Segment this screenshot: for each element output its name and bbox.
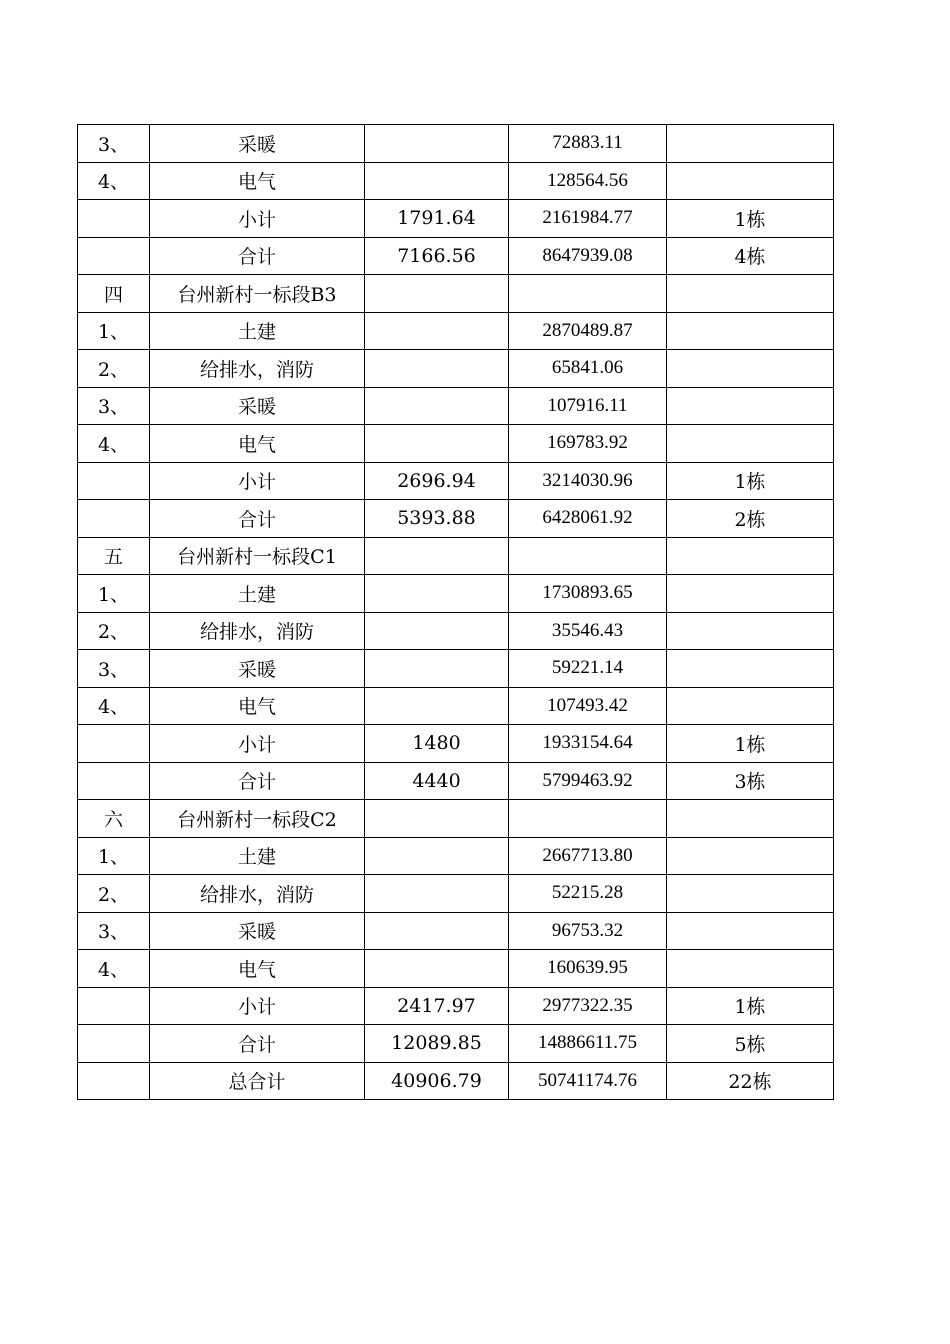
- item-name-cell: 总合计: [150, 1062, 365, 1100]
- amount-cell: 169783.92: [509, 425, 667, 463]
- building-count-cell: [667, 350, 834, 388]
- item-name-cell: 台州新村一标段C1: [150, 537, 365, 575]
- area-cell: 1791.64: [365, 200, 509, 238]
- area-cell: 2696.94: [365, 462, 509, 500]
- area-cell: [365, 537, 509, 575]
- amount-cell: [509, 275, 667, 313]
- area-cell: [365, 350, 509, 388]
- table-row: [78, 275, 834, 313]
- table-row: [78, 462, 834, 500]
- building-count-cell: 1栋: [667, 987, 834, 1025]
- area-cell: 4440: [365, 762, 509, 800]
- amount-cell: 2870489.87: [509, 312, 667, 350]
- amount-cell: 107493.42: [509, 687, 667, 725]
- row-index-cell: 2、: [78, 875, 150, 913]
- amount-cell: 1933154.64: [509, 725, 667, 763]
- table-row: [78, 350, 834, 388]
- item-name-cell: 合计: [150, 1025, 365, 1063]
- item-name-cell: 土建: [150, 312, 365, 350]
- row-index-cell: [78, 237, 150, 275]
- row-index-cell: 四: [78, 275, 150, 313]
- item-name-cell: 小计: [150, 462, 365, 500]
- item-name-cell: 小计: [150, 987, 365, 1025]
- table-row: [78, 537, 834, 575]
- area-cell: 5393.88: [365, 500, 509, 538]
- amount-cell: 6428061.92: [509, 500, 667, 538]
- table-body: [78, 125, 834, 1100]
- table-row: [78, 987, 834, 1025]
- row-index-cell: 1、: [78, 312, 150, 350]
- row-index-cell: [78, 725, 150, 763]
- table-row: [78, 837, 834, 875]
- row-index-cell: [78, 762, 150, 800]
- table-row: [78, 612, 834, 650]
- area-cell: [365, 162, 509, 200]
- amount-cell: 8647939.08: [509, 237, 667, 275]
- table-row: [78, 125, 834, 163]
- row-index-cell: [78, 200, 150, 238]
- item-name-cell: 给排水，消防: [150, 350, 365, 388]
- row-index-cell: [78, 1062, 150, 1100]
- building-count-cell: [667, 837, 834, 875]
- building-count-cell: [667, 125, 834, 163]
- amount-cell: 128564.56: [509, 162, 667, 200]
- building-count-cell: 3栋: [667, 762, 834, 800]
- table-row: [78, 875, 834, 913]
- building-count-cell: 2栋: [667, 500, 834, 538]
- building-count-cell: [667, 612, 834, 650]
- item-name-cell: 采暖: [150, 912, 365, 950]
- amount-cell: 1730893.65: [509, 575, 667, 613]
- table-row: [78, 687, 834, 725]
- table-row: [78, 762, 834, 800]
- area-cell: 12089.85: [365, 1025, 509, 1063]
- table-row: [78, 575, 834, 613]
- building-count-cell: [667, 650, 834, 688]
- amount-cell: 72883.11: [509, 125, 667, 163]
- building-count-cell: [667, 312, 834, 350]
- amount-cell: 2667713.80: [509, 837, 667, 875]
- table-row: [78, 1025, 834, 1063]
- item-name-cell: 电气: [150, 425, 365, 463]
- building-count-cell: 22栋: [667, 1062, 834, 1100]
- amount-cell: 107916.11: [509, 387, 667, 425]
- item-name-cell: 给排水，消防: [150, 875, 365, 913]
- item-name-cell: 合计: [150, 237, 365, 275]
- table-row: [78, 650, 834, 688]
- table-row: [78, 425, 834, 463]
- row-index-cell: [78, 462, 150, 500]
- building-count-cell: 1栋: [667, 200, 834, 238]
- amount-cell: 14886611.75: [509, 1025, 667, 1063]
- item-name-cell: 采暖: [150, 125, 365, 163]
- row-index-cell: 2、: [78, 612, 150, 650]
- building-count-cell: 4栋: [667, 237, 834, 275]
- item-name-cell: 采暖: [150, 387, 365, 425]
- row-index-cell: [78, 500, 150, 538]
- amount-cell: [509, 537, 667, 575]
- table-row: [78, 237, 834, 275]
- building-count-cell: [667, 425, 834, 463]
- area-cell: [365, 575, 509, 613]
- item-name-cell: 电气: [150, 687, 365, 725]
- row-index-cell: [78, 1025, 150, 1063]
- area-cell: [365, 687, 509, 725]
- table-row: [78, 800, 834, 838]
- area-cell: 2417.97: [365, 987, 509, 1025]
- row-index-cell: 2、: [78, 350, 150, 388]
- building-count-cell: 1栋: [667, 725, 834, 763]
- amount-cell: 5799463.92: [509, 762, 667, 800]
- item-name-cell: 采暖: [150, 650, 365, 688]
- item-name-cell: 小计: [150, 200, 365, 238]
- item-name-cell: 台州新村一标段C2: [150, 800, 365, 838]
- row-index-cell: 4、: [78, 425, 150, 463]
- item-name-cell: 小计: [150, 725, 365, 763]
- item-name-cell: 台州新村一标段B3: [150, 275, 365, 313]
- area-cell: [365, 425, 509, 463]
- building-count-cell: [667, 800, 834, 838]
- amount-cell: [509, 800, 667, 838]
- item-name-cell: 合计: [150, 500, 365, 538]
- amount-cell: 35546.43: [509, 612, 667, 650]
- area-cell: [365, 837, 509, 875]
- row-index-cell: 3、: [78, 125, 150, 163]
- building-count-cell: 1栋: [667, 462, 834, 500]
- amount-cell: 50741174.76: [509, 1062, 667, 1100]
- table-row: [78, 1062, 834, 1100]
- table-row: [78, 500, 834, 538]
- amount-cell: 65841.06: [509, 350, 667, 388]
- building-count-cell: [667, 912, 834, 950]
- area-cell: [365, 125, 509, 163]
- row-index-cell: 4、: [78, 687, 150, 725]
- cost-summary-table: [77, 124, 834, 1100]
- row-index-cell: 3、: [78, 912, 150, 950]
- table-row: [78, 725, 834, 763]
- area-cell: 7166.56: [365, 237, 509, 275]
- building-count-cell: [667, 387, 834, 425]
- building-count-cell: [667, 162, 834, 200]
- row-index-cell: 4、: [78, 950, 150, 988]
- area-cell: [365, 275, 509, 313]
- amount-cell: 2977322.35: [509, 987, 667, 1025]
- item-name-cell: 合计: [150, 762, 365, 800]
- item-name-cell: 电气: [150, 950, 365, 988]
- row-index-cell: 六: [78, 800, 150, 838]
- building-count-cell: [667, 575, 834, 613]
- area-cell: [365, 800, 509, 838]
- item-name-cell: 土建: [150, 575, 365, 613]
- amount-cell: 2161984.77: [509, 200, 667, 238]
- building-count-cell: [667, 537, 834, 575]
- area-cell: [365, 612, 509, 650]
- table-row: [78, 912, 834, 950]
- row-index-cell: [78, 987, 150, 1025]
- amount-cell: 3214030.96: [509, 462, 667, 500]
- row-index-cell: 3、: [78, 650, 150, 688]
- table-row: [78, 950, 834, 988]
- area-cell: [365, 912, 509, 950]
- item-name-cell: 土建: [150, 837, 365, 875]
- building-count-cell: [667, 275, 834, 313]
- table-row: [78, 312, 834, 350]
- area-cell: [365, 387, 509, 425]
- amount-cell: 59221.14: [509, 650, 667, 688]
- table-row: [78, 162, 834, 200]
- amount-cell: 96753.32: [509, 912, 667, 950]
- amount-cell: 160639.95: [509, 950, 667, 988]
- area-cell: 1480: [365, 725, 509, 763]
- amount-cell: 52215.28: [509, 875, 667, 913]
- item-name-cell: 给排水，消防: [150, 612, 365, 650]
- area-cell: [365, 312, 509, 350]
- area-cell: [365, 650, 509, 688]
- row-index-cell: 4、: [78, 162, 150, 200]
- table-row: [78, 200, 834, 238]
- building-count-cell: [667, 875, 834, 913]
- row-index-cell: 五: [78, 537, 150, 575]
- building-count-cell: [667, 950, 834, 988]
- item-name-cell: 电气: [150, 162, 365, 200]
- area-cell: [365, 875, 509, 913]
- row-index-cell: 1、: [78, 575, 150, 613]
- building-count-cell: 5栋: [667, 1025, 834, 1063]
- table-row: [78, 387, 834, 425]
- row-index-cell: 3、: [78, 387, 150, 425]
- building-count-cell: [667, 687, 834, 725]
- row-index-cell: 1、: [78, 837, 150, 875]
- area-cell: 40906.79: [365, 1062, 509, 1100]
- area-cell: [365, 950, 509, 988]
